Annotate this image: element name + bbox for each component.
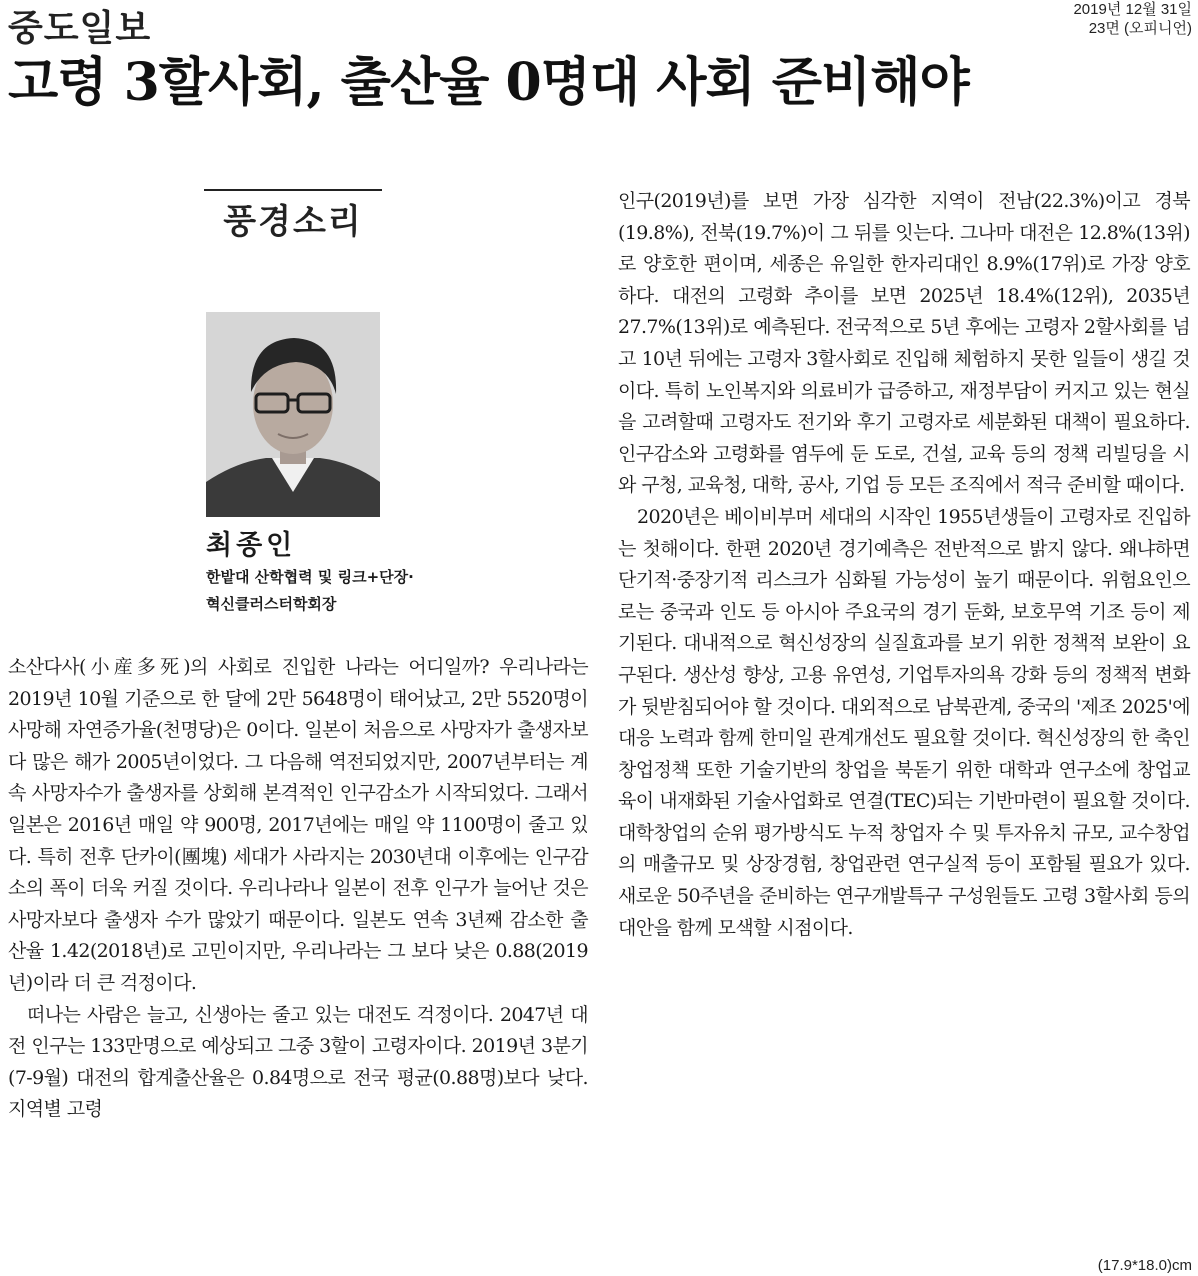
author-name: 최종인 bbox=[206, 530, 297, 561]
article-size-note: (17.9*18.0)cm bbox=[1097, 1257, 1192, 1274]
author-affiliation-line2: 혁신클러스터학회장 bbox=[206, 595, 337, 613]
article-column-left bbox=[8, 652, 588, 1126]
article-headline: 고령 3할사회, 출산율 0명대 사회 준비해야 bbox=[8, 52, 969, 113]
article-paragraph-3: 인구(2019년)를 보면 가장 심각한 지역이 전남(22.3%)이고 경북(19.8%), 전북(19.7%)이 그 뒤를 잇는다. 그나마 대전은 12.8%(13위)로 양호한 편이며, 세종은 유일한 한자리대인 8.9%(17위)로 가장 양호하다. 대전의 고령화 추이를 보면 2025년 18.4%(12위), 2035년 27.7%(13위)로 예측된다. 전국적으로 5년 후에는 고령자 2할사회를 넘고 10년 뒤에는 고령자 3할사회로 진입해 체험하지 못한 일들이 생길 것이다. 특히 노인복지와 의료비가 급증하고, 재정부담이 커지고 있는 현실을 고려할때 고령자도 전기와 후기 고령자로 세분화된 대책이 필요하다. 인구감소와 고령화를 염두에 둔 도로, 건설, 교육 등의 정책 리빌딩을 시와 구청, 교육청, 대학, 공사, 기업 등 모든 조직에서 적극 준비할 때이다. bbox=[618, 190, 1190, 497]
author-photo bbox=[206, 312, 380, 517]
newspaper-masthead: 중도일보 bbox=[8, 8, 152, 49]
publication-date: 2019년 12월 31일 bbox=[1073, 1, 1192, 18]
article-paragraph-2: 떠나는 사람은 늘고, 신생아는 줄고 있는 대전도 걱정이다. 2047년 대전 인구는 133만명으로 예상되고 그중 3할이 고령자이다. 2019년 3분기(7-9월) 대전의 합계출산율은 0.84명으로 전국 평균(0.88명)보다 낮다. 지역별 고령 bbox=[8, 1003, 588, 1121]
author-affiliation bbox=[206, 564, 414, 618]
article-paragraph-4: 2020년은 베이비부머 세대의 시작인 1955년생들이 고령자로 진입하는 첫해이다. 한편 2020년 경기예측은 전반적으로 밝지 않다. 왜냐하면 단기적·중장기적 리스크가 심화될 가능성이 높기 때문이다. 위험요인으로는 중국과 인도 등 아시아 주요국의 경기 둔화, 보호무역 기조 등이 제기된다. 대내적으로 혁신성장의 실질효과를 보기 위한 정책적 보완이 요구된다. 생산성 향상, 고용 유연성, 기업투자의욕 강화 등의 정책적 변화가 뒷받침되어야 할 것이다. 대외적으로 남북관계, 중국의 '제조 2025'에 대응 노력과 함께 한미일 관계개선도 필요할 것이다. 혁신성장의 한 축인 창업정책 또한 기술기반의 창업을 북돋기 위한 대학과 연구소에 창업교육이 내재화된 기술사업화로 연결(TEC)되는 기반마련이 필요할 것이다. 대학창업의 순위 평가방식도 누적 창업자 수 및 투자유치 규모, 교수창업의 매출규모 및 상장경험, 창업관련 연구실적 등이 포함될 필요가 있다. 새로운 50주년을 준비하는 연구개발특구 구성원들도 고령 3할사회 등의 대안을 함께 모색할 시점이다. bbox=[618, 505, 1190, 939]
section-rule bbox=[204, 189, 382, 191]
page-section: 23면 (오피니언) bbox=[1088, 20, 1192, 37]
article-paragraph-1: 소산다사(小産多死)의 사회로 진입한 나라는 어디일까? 우리나라는 2019년 10월 기준으로 한 달에 2만 5648명이 태어났고, 2만 5520명이 사망해 자연증가율(천명당)은 0이다. 일본이 처음으로 사망자가 출생자보다 많은 해가 2005년이었다. 그 다음해 역전되었지만, 2007년부터는 계속 사망자수가 출생자를 상회해 본격적인 인구감소가 시작되었다. 그래서 일본은 2016년 매일 약 900명, 2017년에는 매일 약 1100명이 줄고 있다. 특히 전후 단카이(團塊) 세대가 사라지는 2030년대 이후에는 인구감소의 폭이 더욱 커질 것이다. 우리나라나 일본이 전후 인구가 늘어난 것은 사망자보다 출생자 수가 많았기 때문이다. 일본도 연속 3년째 감소한 출산율 1.42(2018년)로 고민이지만, 우리나라는 그 보다 낮은 0.88(2019년)이라 더 큰 걱정이다. bbox=[8, 656, 588, 994]
column-section-title: 풍경소리 bbox=[223, 202, 363, 242]
article-column-right bbox=[618, 186, 1190, 944]
dateline bbox=[1073, 0, 1192, 38]
author-affiliation-line1: 한밭대 산학협력 및 링크+단장· bbox=[206, 568, 414, 586]
